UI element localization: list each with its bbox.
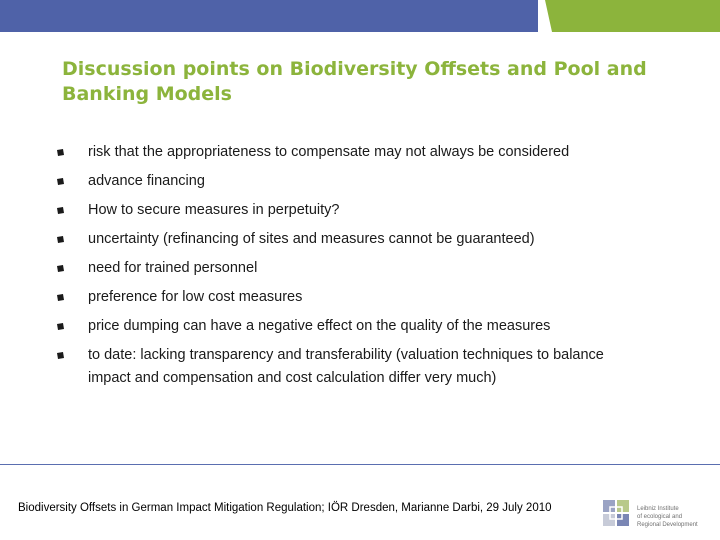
logo-line: of ecological and bbox=[637, 514, 683, 520]
bullet-icon bbox=[57, 323, 64, 330]
bullet-icon bbox=[57, 236, 64, 243]
bullet-text: risk that the appropriateness to compensate may not always be considered bbox=[88, 144, 570, 160]
institute-logo-icon bbox=[601, 498, 631, 528]
bullet-text: uncertainty (refinancing of sites and measures cannot be guaranteed) bbox=[88, 231, 535, 247]
institute-logo-text bbox=[637, 505, 720, 529]
bullet-text: preference for low cost measures bbox=[88, 289, 303, 305]
bullet-text: price dumping can have a negative effect on the quality of the measures bbox=[88, 318, 551, 334]
bullet-text: need for trained personnel bbox=[88, 260, 258, 276]
header-bar bbox=[0, 0, 720, 32]
bullet-icon bbox=[57, 207, 64, 214]
bullet-icon bbox=[57, 352, 64, 359]
bullet-icon bbox=[57, 149, 64, 156]
bullet-icon bbox=[57, 265, 64, 272]
logo-line: Leibniz Institute bbox=[637, 506, 679, 512]
bullet-icon bbox=[57, 178, 64, 185]
logo-line: Regional Development bbox=[637, 522, 698, 528]
footer-text: Biodiversity Offsets in German Impact Mitigation Regulation; IÖR Dresden, Marianne Darbi, 29 July 2010 bbox=[18, 502, 552, 514]
bullet-text: How to secure measures in perpetuity? bbox=[88, 202, 340, 218]
header-bar-graphic bbox=[0, 0, 720, 32]
bullet-text: advance financing bbox=[88, 173, 205, 189]
slide-title: Discussion points on Biodiversity Offsets and Pool and Banking Models bbox=[62, 58, 647, 105]
footer-divider bbox=[0, 464, 720, 465]
bullet-icon bbox=[57, 294, 64, 301]
bullet-text: to date: lacking transparency and transferability (valuation techniques to balance impact and compensation and cost calculation differ very much) bbox=[88, 347, 604, 386]
